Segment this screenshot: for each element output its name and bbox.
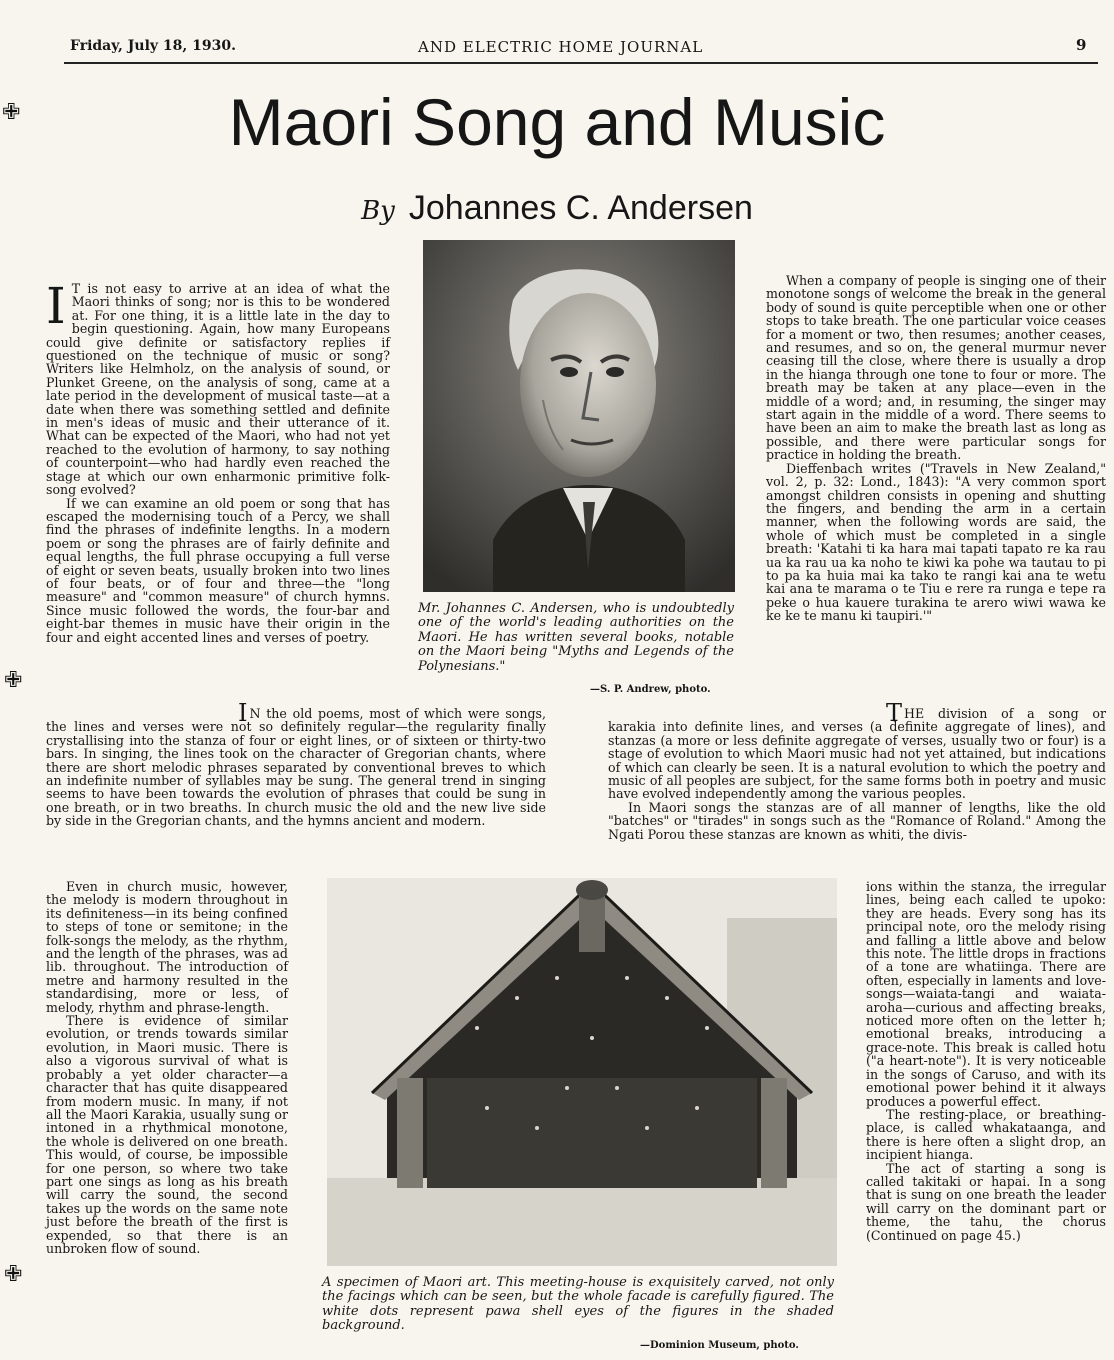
portrait-illustration — [423, 240, 735, 592]
paragraph: If we can examine an old poem or song that has escaped the modernising touch of a Percy, we shall find the phrases of indefinite lengths. In a modern poem or song the phrases are of fairly definite and equal lengths, the full phrase occupying a full verse of eight or seven beats, usually broken into two lines of four beats, or of four and three—the "long measure" and "common measure" of church hymns. Since music followed the words, the four-bar and eight-bar themes in music have their origin in the four and eight accented lines and verses of poetry. — [46, 495, 390, 645]
header-journal-name: AND ELECTRIC HOME JOURNAL — [418, 38, 704, 56]
header-rule — [64, 62, 1098, 64]
paragraph-text: HE division of a song or karakia into definite lines, and verses (a definite aggregate of lines), and stanzas (a more or less definite aggregate of verses, usually two or four) is a stage of evolution to which Maori music had not yet attained, but indications of which can clearly be seen. It is a natural evolution to which the poetry and music of all peoples are subject, for the same forms both in poetry and music have evolved independently among the various peoples. — [608, 706, 1106, 802]
page-number: 9 — [1076, 36, 1087, 54]
column-right-top — [766, 274, 1106, 623]
section-division-of-song — [608, 699, 1106, 842]
paragraph-text: N the old poems, most of which were songs, the lines and verses were not so definitely regular—the regularity finally crystallising into the stanza of four or eight lines, or of sixteen or thirty-two bars. In singing, the lines took on the character of Gregorian chants, where there are short melodic phrases separated by conventional breves to which an indefinite number of syllables may be sung. The general trend in singing seems to have been towards the evolution of phrases that could be sung in one breath, or in two breaths. In church music the old and the new live side by side in the Gregorian chants, and the hymns ancient and modern. — [46, 706, 546, 829]
paragraph: Dieffenbach writes ("Travels in New Zealand," vol. 2, p. 32: Lond., 1843): "A very common sport amongst children consists in opening and shutting the fingers, and bending the arm in a certain manner, when the following words are said, the whole of which must be completed in a single breath: 'Katahi ti ka hara mai tapati tapato re ka rau ua ka rau ua ka noho te kiwi ka pohe wa tautau to pi to pa ka huia mai ka tako te rangi kai ana te wetu kai ana te marama o te Tiu e rere ra runga e tepe ra peke o hua kauere turakina te arero wiwi wawa ke ke ke te manu ki taupiri.'" — [766, 460, 1106, 624]
section-cap: I — [238, 699, 248, 727]
column-left-top — [46, 277, 390, 645]
meeting-house-caption: A specimen of Maori art. This meeting-house is exquisitely carved, not only the facings which can be seen, but the whole facade is carefully figured. The white dots represent pawa shell eyes of the figures in the shaded background. — [322, 1275, 834, 1334]
meeting-house-photo — [327, 878, 837, 1266]
portrait-photo-credit: —S. P. Andrew, photo. — [590, 684, 711, 695]
paragraph: The resting-place, or breathing-place, is called whakataanga, and there is here often a slight drop, an incipient hianga. — [866, 1106, 1106, 1163]
byline-author: Johannes C. Andersen — [408, 189, 753, 227]
header-date: Friday, July 18, 1930. — [70, 38, 236, 54]
column-right-bottom — [866, 880, 1106, 1242]
paragraph: The act of starting a song is called takitaki or hapai. In a song that is sung on one breath the leader will carry on the dominant part or theme, the tahu, the chorus (Continued on page 45.) — [866, 1160, 1106, 1243]
paragraph — [608, 699, 1106, 802]
margin-mark: ✙ — [4, 668, 23, 693]
margin-mark: ✙ — [2, 100, 21, 125]
margin-mark: ✙ — [4, 1262, 23, 1287]
paragraph: ions within the stanza, the irregular lines, being each called te upoko: they are heads. Every song has its principal note, oro the melody rising and falling a little above and below this note. The little drops in fractions of a tone are whatiinga. There are often, especially in laments and love-songs—waiata-tangi and waiata-aroha—curious and affecting breaks, noticed more often on the letter h; emotional breaks, introducing a grace-note. This break is called hotu ("a heart-note"). It is very noticeable in the songs of Caruso, and with its emotional power behind it it always produces a powerful effect. — [866, 879, 1106, 1109]
paragraph: When a company of people is singing one of their monotone songs of welcome the break in the general body of sound is quite perceptible when one or other stops to take breath. The one particular voice ceases for a moment or two, then resumes; another ceases, and resumes, and so on, the general murmur never ceasing till the close, where there is usually a drop in the hianga through one tone to four or more. The breath may be taken at any place—even in the middle of a word; and, in resuming, the singer may start again in the middle of a word. There seems to have been an aim to make the breath last as long as possible, and there were particular songs for practice in holding the breath. — [766, 273, 1106, 463]
paragraph: There is evidence of similar evolution, or trends towards similar evolution, in Maori music. There is also a vigorous survival of what is probably a yet older character—a character that has quite disappeared from modern music. In many, if not all the Maori Karakia, usually sung or intoned in a rhythmical monotone, the whole is delivered on one breath. This would, of course, be impossible for one person, so where two take part one sings as long as his breath will carry the sound, the second takes up the words on the same note just before the breath of the first is expended, so that there is an unbroken flow of sound. — [46, 1013, 288, 1256]
paragraph: T is not easy to arrive at an idea of what the Maori thinks of song; nor is this to be wondered at. For one thing, it is a little late in the day to begin questioning. Again, how many Europeans could give definite or satisfactory replies if questioned on the technique of music or song? Writers like Helmholz, on the analysis of sound, or Plunket Greene, on the analysis of song, came at a late period in the development of musical taste—at a date when there was something settled and definite in men's ideas of music and their utterance of it. What can be expected of the Maori, who had not yet reached to the evolution of harmony, to say nothing of counterpoint—who had hardly even reached the stage at which our own enharmonic primitive folk-song evolved? — [46, 281, 390, 498]
article-title: Maori Song and Music — [228, 85, 886, 159]
byline — [0, 188, 1114, 228]
column-left-bottom — [46, 880, 288, 1255]
drop-cap: I — [46, 277, 66, 335]
section-cap: T — [886, 699, 903, 727]
meeting-house-photo-credit: —Dominion Museum, photo. — [640, 1340, 799, 1351]
meeting-house-illustration — [327, 878, 837, 1266]
byline-by: By — [361, 196, 395, 226]
section-old-poems — [46, 699, 546, 829]
paragraph — [46, 699, 546, 829]
portrait-caption: Mr. Johannes C. Andersen, who is undoubtedly one of the world's leading authorities on the Maori. He has written several books, notable on the Maori being "Myths and Legends of the Polynesians." — [418, 601, 734, 674]
author-portrait-photo — [423, 240, 735, 592]
paragraph: In Maori songs the stanzas are of all manner of lengths, like the old "batches" or "tirades" in songs such as the "Romance of Roland." Among the Ngati Porou these stanzas are known as whiti, the divis- — [608, 799, 1106, 842]
paragraph: Even in church music, however, the melody is modern throughout in its definiteness—in its being confined to steps of tone or semitone; in the folk-songs the melody, as the rhythm, and the length of the phrases, was ad lib. throughout. The introduction of metre and harmony resulted in the standardising, more or less, of melody, rhythm and phrase-length. — [46, 879, 288, 1015]
